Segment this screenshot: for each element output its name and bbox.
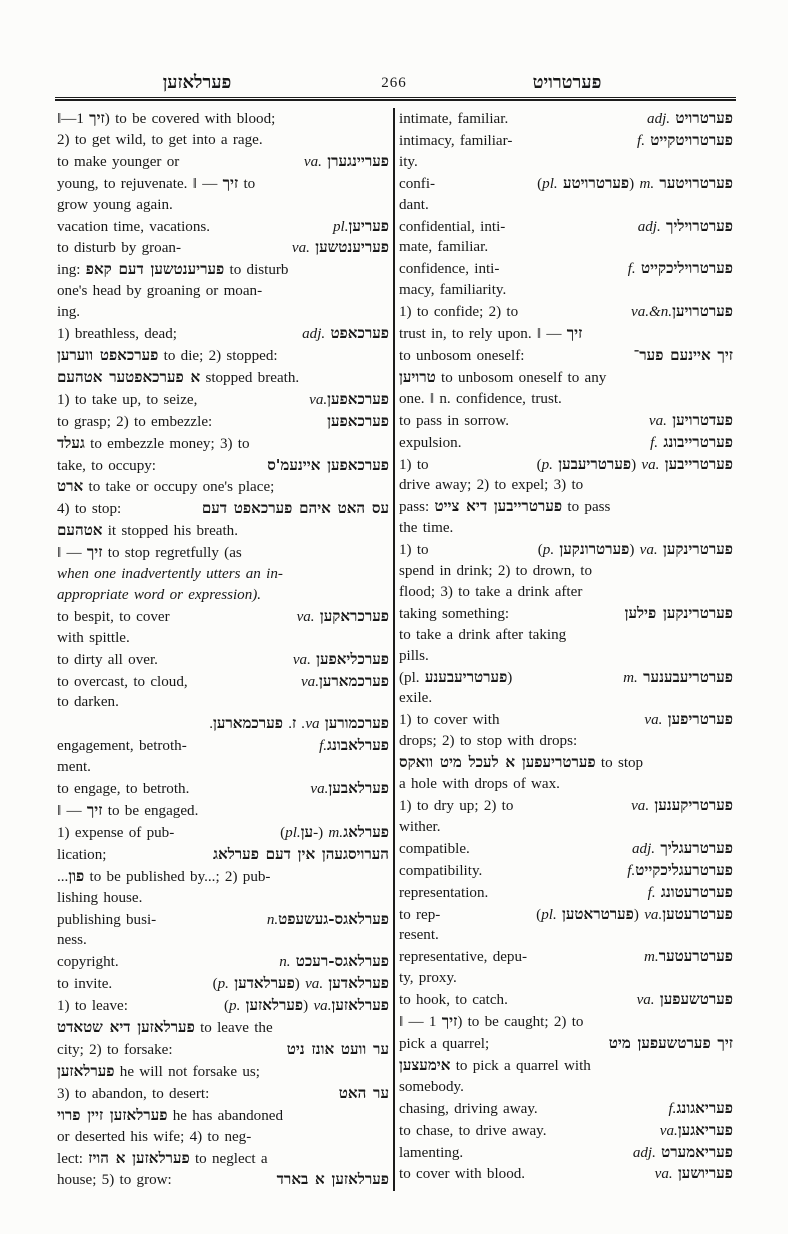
definition-text: lication; bbox=[57, 846, 107, 863]
definition-text: 3) to abandon, to desert: bbox=[57, 1085, 210, 1102]
dictionary-line bbox=[399, 625, 733, 646]
headword-text: פערלאזען א בארד bbox=[276, 1170, 389, 1189]
dictionary-line bbox=[57, 108, 389, 130]
definition-text: ity. bbox=[399, 153, 418, 170]
dictionary-line bbox=[57, 778, 389, 800]
definition-text: spend in drink; 2) to drown, to bbox=[399, 563, 593, 580]
dictionary-line bbox=[57, 930, 389, 951]
dictionary-line bbox=[57, 1083, 389, 1105]
definition-text: 4) to stop: bbox=[57, 501, 122, 518]
dictionary-line bbox=[57, 389, 389, 411]
definition-text: to overcast, to cloud, bbox=[57, 673, 188, 690]
definition-text: 2) to get wild, to get into a rage. bbox=[57, 131, 263, 148]
definition-text: drive away; 2) to expel; 3) to bbox=[399, 477, 584, 494]
headword-text: adj. פערטרעגליך bbox=[632, 838, 733, 857]
definition-text: 1) to confide; 2) to bbox=[399, 304, 519, 321]
dictionary-line bbox=[399, 709, 733, 731]
dictionary-line bbox=[57, 1017, 389, 1039]
dictionary-line bbox=[57, 323, 389, 345]
definition-text: chasing, driving away. bbox=[399, 1100, 538, 1117]
definition-text: ארט to take or occupy one's place; bbox=[57, 477, 275, 496]
dictionary-line bbox=[57, 973, 389, 995]
dictionary-line bbox=[399, 1077, 733, 1098]
definition-text: אימעצען to pick a quarrel with bbox=[399, 1055, 591, 1074]
headword-text: va.פערכאפען bbox=[309, 389, 389, 408]
dictionary-line bbox=[57, 455, 389, 477]
definition-text: 1) to bbox=[399, 542, 429, 559]
headword-text: pl.פעריען bbox=[332, 216, 389, 235]
dictionary-line bbox=[399, 1120, 733, 1142]
definition-text: (pl. פערטריעבענע) bbox=[399, 667, 513, 686]
dictionary-line bbox=[57, 520, 389, 542]
definition-text: flood; 3) to take a drink after bbox=[399, 583, 583, 600]
definition-text: publishing busi- bbox=[57, 911, 157, 928]
definition-text: פערטריעפען א לעכל מיט וואקס to stop bbox=[399, 753, 644, 772]
header-word-right: פערטרויט bbox=[532, 72, 602, 93]
dictionary-line bbox=[399, 1033, 733, 1055]
headword-text: va. פעריושען bbox=[654, 1164, 733, 1183]
dictionary-line bbox=[399, 667, 733, 689]
headword-text: (pl. פערטראטען) va.פערטרעטען bbox=[536, 904, 733, 923]
definition-text: געלד to embezzle money; 3) to bbox=[57, 433, 250, 452]
definition-text: to make younger or bbox=[57, 153, 180, 170]
definition-text: ...פון to be published by...; 2) pub- bbox=[57, 866, 271, 885]
definition-text: one's head by groaning or moan- bbox=[57, 283, 263, 300]
definition-text: ing: פעריענטשען דעם קאפ to disturb bbox=[57, 260, 289, 279]
definition-text: pass: פערטרייבען דיא צייט to pass bbox=[399, 497, 611, 516]
definition-text: ness. bbox=[57, 932, 87, 949]
dictionary-line bbox=[57, 1105, 389, 1127]
dictionary-line bbox=[57, 237, 389, 259]
dictionary-line bbox=[399, 280, 733, 301]
headword-text: ער וועט אונז ניט bbox=[286, 1039, 389, 1058]
definition-text: ‖ — זיך 1) to be caught; 2) to bbox=[399, 1012, 584, 1031]
definition-text: to engage, to betroth. bbox=[57, 781, 190, 798]
definition-text: city; 2) to forsake: bbox=[57, 1041, 173, 1058]
dictionary-line bbox=[399, 946, 733, 968]
dictionary-line bbox=[399, 496, 733, 518]
definition-text: exile. bbox=[399, 690, 433, 707]
dictionary-line bbox=[399, 968, 733, 989]
definition-text: to darken. bbox=[57, 694, 119, 711]
definition-text: to hook, to catch. bbox=[399, 992, 508, 1009]
dictionary-line bbox=[57, 1039, 389, 1061]
definition-text: compatibility. bbox=[399, 862, 483, 879]
definition-text: confidence, inti- bbox=[399, 261, 500, 278]
page-number: 266 bbox=[381, 75, 407, 91]
definition-text: אטהעם it stopped his breath. bbox=[57, 521, 238, 540]
headword-text: פערכמורען va. ז. פערכמארען. bbox=[209, 714, 389, 733]
dictionary-line bbox=[399, 367, 733, 389]
dictionary-line bbox=[57, 476, 389, 498]
definition-text: appropriate word or expression). bbox=[57, 586, 262, 603]
dictionary-line bbox=[57, 411, 389, 433]
text-columns bbox=[57, 108, 735, 1191]
dictionary-line bbox=[399, 1098, 733, 1120]
headword-text: adj. פערטרויליך bbox=[637, 216, 733, 235]
definition-text: copyright. bbox=[57, 954, 119, 971]
headword-text: va.פערלאבען bbox=[310, 779, 389, 798]
definition-text: to unbosom oneself: bbox=[399, 347, 525, 364]
dictionary-line bbox=[399, 860, 733, 882]
dictionary-line bbox=[57, 606, 389, 628]
dictionary-line bbox=[57, 585, 389, 606]
headword-text: הערויסגעהן אין דעם פערלאג bbox=[213, 844, 389, 863]
headword-text: f. פערטרייבונג bbox=[650, 432, 733, 451]
dictionary-line bbox=[399, 989, 733, 1011]
definition-text: א פערכאפטער אטהעם stopped breath. bbox=[57, 367, 300, 386]
definition-text: house; 5) to grow: bbox=[57, 1172, 172, 1189]
dictionary-line bbox=[57, 151, 389, 173]
headword-text: va. פערכראקען bbox=[296, 606, 389, 625]
dictionary-line bbox=[57, 671, 389, 693]
headword-text: f.פערטרעגליכקייט bbox=[627, 860, 733, 879]
definition-text: טרויען to unbosom oneself to any bbox=[399, 367, 607, 386]
definition-text: ment. bbox=[57, 759, 91, 776]
dictionary-line bbox=[399, 688, 733, 709]
dictionary-line bbox=[399, 1163, 733, 1185]
dictionary-line bbox=[399, 389, 733, 410]
definition-text: pick a quarrel; bbox=[399, 1035, 490, 1052]
definition-text: a hole with drops of wax. bbox=[399, 776, 560, 793]
definition-text: take, to occupy: bbox=[57, 457, 156, 474]
dictionary-line bbox=[399, 838, 733, 860]
header-word-left: פערלאזען bbox=[162, 72, 232, 93]
definition-text: to invite. bbox=[57, 976, 113, 993]
dictionary-line bbox=[399, 925, 733, 946]
headword-text: va. פעריענטשען bbox=[291, 238, 389, 257]
dictionary-line bbox=[399, 817, 733, 838]
headword-text: m.פערטרעטער bbox=[644, 947, 733, 966]
headword-text: va. פעדטרויען bbox=[648, 410, 733, 429]
headword-text: פערכאפען bbox=[327, 411, 389, 430]
dictionary-line bbox=[399, 603, 733, 625]
dictionary-line bbox=[57, 735, 389, 757]
headword-text: (p. פערלאזען) va.פערלאזען bbox=[223, 996, 389, 1015]
dictionary-line bbox=[399, 752, 733, 774]
dictionary-line bbox=[57, 995, 389, 1017]
definition-text: 1) to dry up; 2) to bbox=[399, 798, 514, 814]
dictionary-line bbox=[57, 1061, 389, 1083]
headword-text: va. פערטריקענען bbox=[631, 796, 733, 814]
dictionary-line bbox=[399, 108, 733, 130]
headword-text: זיך איינעם פער־ bbox=[633, 345, 733, 364]
headword-text: adj. פערכאפט bbox=[302, 324, 389, 343]
headword-text: va.פעריאגען bbox=[659, 1120, 733, 1139]
dictionary-line bbox=[399, 646, 733, 667]
dictionary-line bbox=[399, 410, 733, 432]
dictionary-line bbox=[57, 951, 389, 973]
dictionary-line bbox=[57, 888, 389, 909]
definition-text: to grasp; 2) to embezzle: bbox=[57, 413, 213, 430]
definition-text: ing. bbox=[57, 304, 81, 321]
definition-text: trust in, to rely upon. ‖ — זיך bbox=[399, 324, 583, 343]
dictionary-line bbox=[399, 216, 733, 238]
dictionary-line bbox=[57, 433, 389, 455]
definition-text: to bespit, to cover bbox=[57, 608, 170, 625]
dictionary-line bbox=[57, 649, 389, 671]
dictionary-line bbox=[57, 281, 389, 302]
dictionary-line bbox=[399, 432, 733, 454]
dictionary-line bbox=[399, 561, 733, 582]
headword-text: f.פערלאבונג bbox=[319, 736, 389, 755]
definition-text: lamenting. bbox=[399, 1144, 464, 1161]
dictionary-line bbox=[399, 301, 733, 323]
dictionary-line bbox=[399, 475, 733, 496]
dictionary-line bbox=[57, 259, 389, 281]
headword-text: זיך פערטשעפען מיט bbox=[608, 1033, 733, 1052]
definition-text: 1) breathless, dead; bbox=[57, 326, 177, 343]
definition-text: mate, familiar. bbox=[399, 239, 489, 256]
headword-text: va. פערטריפען bbox=[644, 710, 733, 729]
dictionary-line bbox=[57, 757, 389, 778]
dictionary-line bbox=[399, 518, 733, 539]
definition-text: ‖— זיך 1) to be covered with blood; bbox=[57, 109, 276, 127]
definition-text: expulsion. bbox=[399, 434, 462, 451]
definition-text: macy, familiarity. bbox=[399, 282, 507, 299]
dictionary-line bbox=[399, 1055, 733, 1077]
definition-text: to disturb by groan- bbox=[57, 240, 181, 257]
definition-text: confi- bbox=[399, 175, 436, 192]
dictionary-line bbox=[57, 345, 389, 367]
dictionary-line bbox=[57, 367, 389, 389]
definition-text: when one inadvertently utters an in- bbox=[57, 566, 283, 583]
headword-text: (p. פערטרונקען) va. פערטרינקען bbox=[537, 540, 733, 559]
dictionary-line bbox=[57, 692, 389, 713]
dictionary-line bbox=[57, 173, 389, 195]
definition-text: to chase, to drive away. bbox=[399, 1122, 547, 1139]
dictionary-line bbox=[399, 173, 733, 195]
definition-text: פערכאפט ווערען to die; 2) stopped: bbox=[57, 345, 278, 364]
definition-text: pills. bbox=[399, 647, 429, 664]
definition-text: פערלאזען he will not forsake us; bbox=[57, 1061, 260, 1080]
dictionary-line bbox=[399, 539, 733, 561]
dictionary-line bbox=[399, 130, 733, 152]
definition-text: grow young again. bbox=[57, 196, 173, 213]
dictionary-line bbox=[57, 195, 389, 216]
definition-text: compatible. bbox=[399, 840, 470, 857]
headword-text: va. פעריינגערן bbox=[303, 151, 389, 170]
definition-text: one. ‖ n. confidence, trust. bbox=[399, 390, 562, 407]
definition-text: 1) to bbox=[399, 456, 429, 473]
headword-text: f.פעריאגונג bbox=[668, 1098, 733, 1117]
headword-text: va. פערכליאפען bbox=[292, 649, 389, 668]
dictionary-line bbox=[57, 130, 389, 151]
headword-text: פערכאפען איינעמ'ס bbox=[267, 455, 389, 474]
headword-text: (pl. פערטרויטע) m. פערטרויטער bbox=[537, 173, 733, 192]
dictionary-line bbox=[57, 1169, 389, 1191]
headword-text: (p. פערטריעבען) va. פערטרייבען bbox=[536, 454, 733, 473]
left-column bbox=[57, 108, 389, 1191]
definition-text: drops; 2) to stop with drops: bbox=[399, 733, 578, 750]
dictionary-line bbox=[57, 1148, 389, 1170]
right-column bbox=[399, 108, 733, 1191]
definition-text: lect: פערלאזען א הויז to neglect a bbox=[57, 1148, 268, 1167]
definition-text: lishing house. bbox=[57, 889, 143, 906]
dictionary-line bbox=[399, 904, 733, 926]
dictionary-line bbox=[399, 454, 733, 476]
headword-text: (pl.ען-) m.פערלאג bbox=[280, 822, 389, 841]
definition-text: representative, depu- bbox=[399, 949, 528, 966]
definition-text: somebody. bbox=[399, 1078, 464, 1095]
dictionary-line bbox=[57, 628, 389, 649]
dictionary-line bbox=[399, 1142, 733, 1164]
definition-text: young, to rejuvenate. ‖ — זיך to bbox=[57, 173, 256, 192]
definition-text: confidential, inti- bbox=[399, 218, 506, 235]
definition-text: to cover with blood. bbox=[399, 1166, 526, 1183]
definition-text: ‖ — זיך to be engaged. bbox=[57, 801, 199, 819]
definition-text: to rep- bbox=[399, 906, 441, 923]
dictionary-line bbox=[57, 909, 389, 931]
dictionary-line bbox=[57, 822, 389, 844]
definition-text: to pass in sorrow. bbox=[399, 412, 510, 429]
column-divider-rule bbox=[393, 108, 395, 1191]
dictionary-line bbox=[57, 498, 389, 520]
headword-text: פערטרינקען פילען bbox=[624, 603, 733, 622]
definition-text: intimacy, familiar- bbox=[399, 132, 513, 149]
definition-text: to take a drink after taking bbox=[399, 626, 567, 643]
definition-text: engagement, betroth- bbox=[57, 738, 187, 755]
dictionary-line bbox=[399, 195, 733, 216]
definition-text: ty, proxy. bbox=[399, 970, 457, 987]
dictionary-line bbox=[57, 844, 389, 866]
headword-text: adj. פערטרויט bbox=[647, 109, 733, 127]
dictionary-line bbox=[57, 866, 389, 888]
definition-text: vacation time, vacations. bbox=[57, 218, 211, 235]
dictionary-line bbox=[57, 800, 389, 822]
definition-text: פערלאזען זיין פרוי he has abandoned bbox=[57, 1105, 284, 1124]
dictionary-line bbox=[399, 795, 733, 817]
headword-text: adj. פעריאמערט bbox=[632, 1142, 733, 1161]
definition-text: the time. bbox=[399, 520, 454, 537]
headword-text: f. פערטרויליכקייט bbox=[627, 259, 733, 278]
dictionary-line bbox=[57, 216, 389, 238]
dictionary-line bbox=[399, 774, 733, 795]
dictionary-line bbox=[399, 152, 733, 173]
definition-text: wither. bbox=[399, 818, 441, 835]
headword-text: n.פערלאגס-געשעפט bbox=[266, 909, 389, 928]
definition-text: to dirty all over. bbox=[57, 651, 158, 668]
dictionary-line bbox=[57, 564, 389, 585]
dictionary-line bbox=[399, 237, 733, 258]
headword-text: m. פערטריעבענער bbox=[623, 667, 733, 686]
definition-text: resent. bbox=[399, 927, 439, 944]
headword-text: עס האט איהם פערכאפט דעם bbox=[201, 499, 389, 518]
headword-text: va. פערטשעפען bbox=[636, 990, 733, 1009]
dictionary-line bbox=[57, 302, 389, 323]
definition-text: intimate, familiar. bbox=[399, 111, 509, 127]
definition-text: 1) to leave: bbox=[57, 998, 128, 1015]
dictionary-line bbox=[399, 582, 733, 603]
dictionary-line bbox=[57, 1127, 389, 1148]
dictionary-line bbox=[399, 1011, 733, 1033]
definition-text: representation. bbox=[399, 884, 489, 901]
headword-text: f. פערטרעטונג bbox=[647, 882, 733, 901]
dictionary-line bbox=[399, 323, 733, 345]
dictionary-line bbox=[399, 345, 733, 367]
headword-text: n. פערלאגס-רעכט bbox=[279, 952, 389, 971]
definition-text: 1) expense of pub- bbox=[57, 824, 175, 841]
definition-text: 1) to cover with bbox=[399, 712, 500, 729]
dictionary-line bbox=[57, 542, 389, 564]
definition-text: ‖ — זיך to stop regretfully (as bbox=[57, 543, 242, 562]
definition-text: פערלאזען דיא שטאדט to leave the bbox=[57, 1018, 273, 1037]
headword-text: ער האט bbox=[338, 1083, 389, 1102]
headword-text: va.&n.פערטרויען bbox=[631, 302, 733, 321]
definition-text: or deserted his wife; 4) to neg- bbox=[57, 1128, 252, 1145]
dictionary-line bbox=[399, 258, 733, 280]
header-rule bbox=[55, 97, 736, 101]
dictionary-line bbox=[399, 882, 733, 904]
headword-text: (p. פערלאדען) va. פערלאדען bbox=[212, 974, 389, 993]
dictionary-line bbox=[399, 731, 733, 752]
definition-text: taking something: bbox=[399, 605, 510, 622]
definition-text: with spittle. bbox=[57, 629, 130, 646]
headword-text: f. פערטרויטקייט bbox=[637, 130, 733, 149]
definition-text: 1) to take up, to seize, bbox=[57, 391, 198, 408]
headword-text: va.פערכמארען bbox=[300, 671, 389, 690]
dictionary-line bbox=[57, 713, 389, 735]
definition-text: dant. bbox=[399, 196, 429, 213]
